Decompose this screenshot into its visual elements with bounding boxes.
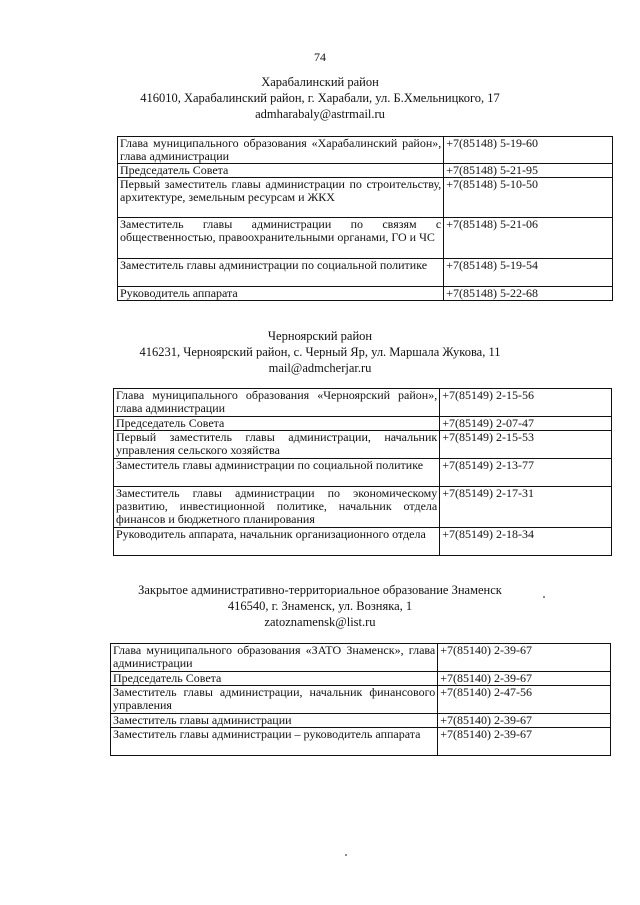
section-header-chernyar: [0, 328, 640, 376]
scan-speck: [543, 596, 545, 598]
table-row: [111, 686, 611, 714]
phone-cell: +7(85149) 2-13-77: [440, 459, 612, 487]
phone-cell: +7(85140) 2-39-67: [438, 644, 611, 672]
table-row: [118, 137, 613, 164]
role-cell: Заместитель главы администрации – руководитель аппарата: [111, 728, 438, 756]
role-cell: Заместитель главы администрации, начальник финансового управления: [111, 686, 438, 714]
phone-cell: +7(85149) 2-15-56: [440, 389, 612, 417]
role-cell: Первый заместитель главы администрации по строительству, архитектуре, земельным ресурсам и ЖКХ: [118, 178, 444, 218]
table-row: [118, 287, 613, 301]
phone-cell: +7(85148) 5-19-60: [444, 137, 613, 164]
table-row: [114, 459, 612, 487]
table-row: [114, 389, 612, 417]
table-row: [111, 644, 611, 672]
contacts-table-chernyar: [113, 388, 612, 556]
district-email: zatoznamensk@list.ru: [264, 615, 376, 629]
phone-cell: +7(85148) 5-21-06: [444, 218, 613, 259]
phone-cell: +7(85140) 2-39-67: [438, 714, 611, 728]
role-cell: Заместитель главы администрации по социальной политике: [114, 459, 440, 487]
role-cell: Заместитель главы администрации по связям с общественностью, правоохранительными органами, ГО и ЧС: [118, 218, 444, 259]
district-email: mail@admcherjar.ru: [268, 361, 372, 375]
table-row: [114, 417, 612, 431]
phone-cell: +7(85149) 2-15-53: [440, 431, 612, 459]
phone-cell: +7(85149) 2-07-47: [440, 417, 612, 431]
district-title: Харабалинский район: [261, 75, 379, 89]
phone-cell: +7(85148) 5-19-54: [444, 259, 613, 287]
phone-cell: +7(85149) 2-18-34: [440, 528, 612, 556]
phone-cell: +7(85140) 2-39-67: [438, 728, 611, 756]
district-address: 416010, Харабалинский район, г. Харабали, ул. Б.Хмельницкого, 17: [140, 91, 500, 105]
contacts-table-znamensk: [110, 643, 611, 756]
table-row: [118, 178, 613, 218]
section-header-kharabali: [0, 74, 640, 122]
phone-cell: +7(85149) 2-17-31: [440, 487, 612, 528]
table-row: [114, 487, 612, 528]
role-cell: Глава муниципального образования «Черноярский район», глава администрации: [114, 389, 440, 417]
phone-cell: +7(85140) 2-39-67: [438, 672, 611, 686]
role-cell: Глава муниципального образования «ЗАТО Знаменск», глава администрации: [111, 644, 438, 672]
table-row: [118, 164, 613, 178]
table-row: [118, 259, 613, 287]
role-cell: Председатель Совета: [118, 164, 444, 178]
page-number: 74: [314, 50, 326, 64]
table-row: [114, 528, 612, 556]
role-cell: Председатель Совета: [114, 417, 440, 431]
phone-cell: +7(85140) 2-47-56: [438, 686, 611, 714]
district-title: Черноярский район: [267, 329, 373, 343]
phone-cell: +7(85148) 5-10-50: [444, 178, 613, 218]
district-address: 416231, Черноярский район, с. Черный Яр, ул. Маршала Жукова, 11: [139, 345, 501, 359]
table-row: [111, 714, 611, 728]
district-title: Закрытое административно-территориальное образование Знаменск: [138, 583, 502, 597]
district-address: 416540, г. Знаменск, ул. Возняка, 1: [227, 599, 413, 613]
table-row: [111, 728, 611, 756]
role-cell: Глава муниципального образования «Харабалинский район», глава администрации: [118, 137, 444, 164]
scan-speck: [345, 854, 347, 856]
role-cell: Заместитель главы администрации по социальной политике: [118, 259, 444, 287]
role-cell: Руководитель аппарата: [118, 287, 444, 301]
contacts-table-kharabali: [117, 136, 613, 301]
role-cell: Первый заместитель главы администрации, начальник управления сельского хозяйства: [114, 431, 440, 459]
role-cell: Заместитель главы администрации: [111, 714, 438, 728]
role-cell: Заместитель главы администрации по экономическому развитию, инвестиционной политике, начальник отдела финансов и бюджетного планирования: [114, 487, 440, 528]
phone-cell: +7(85148) 5-21-95: [444, 164, 613, 178]
phone-cell: +7(85148) 5-22-68: [444, 287, 613, 301]
table-row: [111, 672, 611, 686]
role-cell: Председатель Совета: [111, 672, 438, 686]
role-cell: Руководитель аппарата, начальник организационного отдела: [114, 528, 440, 556]
table-row: [114, 431, 612, 459]
section-header-znamensk: [0, 582, 640, 630]
district-email: admharabaly@astrmail.ru: [255, 107, 385, 121]
table-row: [118, 218, 613, 259]
